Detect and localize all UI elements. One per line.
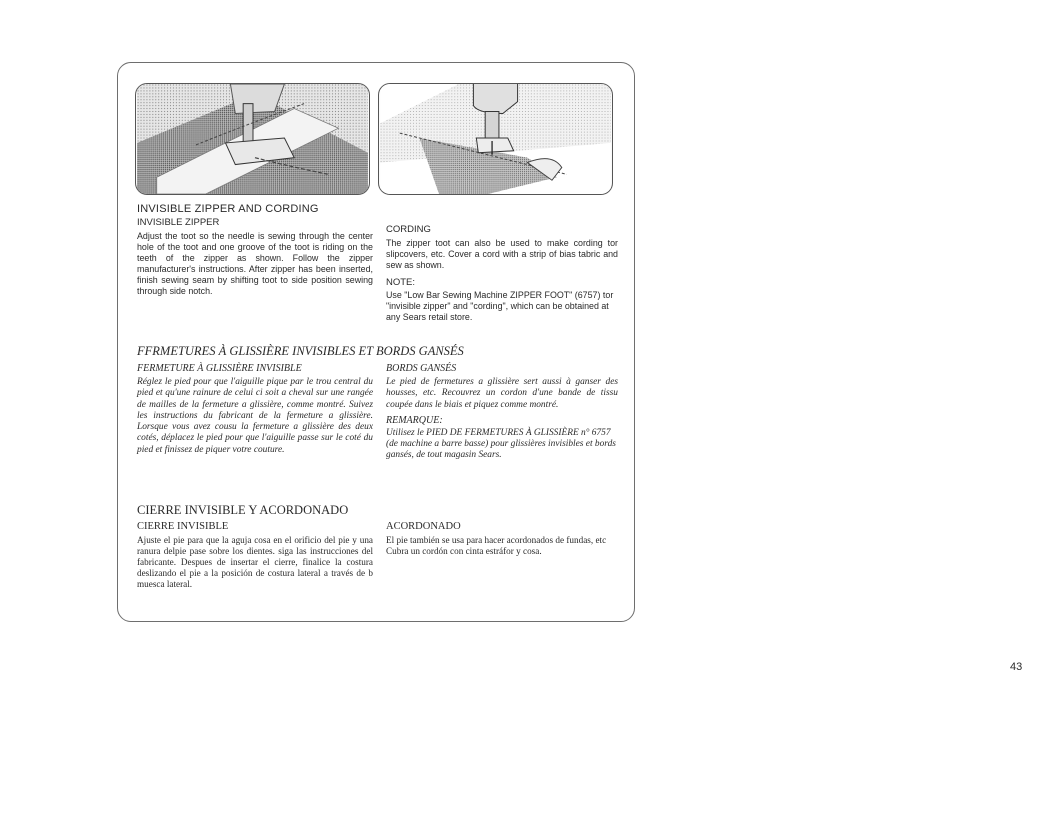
french-cording-title: BORDS GANSÉS xyxy=(386,363,457,374)
french-zipper-section xyxy=(137,363,373,456)
spanish-zipper-section xyxy=(137,519,373,590)
spanish-cording-section xyxy=(386,519,618,557)
french-cording-body: Le pied de fermetures a glissière sert aussi à ganser des housses, etc. Recouvrez un cordon d'une bande de tissu coupée dans le biais et piquez comme montré. xyxy=(386,377,618,410)
french-zipper-body: Réglez le pied pour que l'aiguille pique par le trou central du pied et qu'une rainure de celui ci soit a cheval sur une rangée de mailles de la fermeture a glissière, comme montré. Suivez les instructions du fabricant de la fermeture a glissière. Lorsque vous avez cousu la fermeture a glissière des deux cotés, déplacez le pied pour que l'aiguille passe sur le coté du pied et finissez de piquer votre couture. xyxy=(137,377,373,455)
english-note-body: Use "Low Bar Sewing Machine ZIPPER FOOT" (6757) tor "invisible zipper" and "cording", which can be obtained at any Sears retail store. xyxy=(386,290,614,322)
english-note-label: NOTE: xyxy=(386,277,416,288)
spanish-cording-title: ACORDONADO xyxy=(386,521,461,532)
spanish-heading: CIERRE INVISIBLE Y ACORDONADO xyxy=(137,503,349,517)
french-note-label: REMARQUE: xyxy=(386,414,443,426)
spanish-zipper-body: Ajuste el pie para que la aguja cosa en el orificio del pie y una ranura delpie pase sobre los dientes. siga las instrucciones del fabricante. Despues de insertar el cierre, finalice la costura deslizando el pie a la posición de costura lateral a través de b muesca lateral. xyxy=(137,535,373,589)
page-number: 43 xyxy=(1010,661,1023,673)
english-heading: INVISIBLE ZIPPER AND CORDING xyxy=(137,203,319,215)
english-cording-title: CORDING xyxy=(386,224,431,235)
french-note-body: Utilisez le PIED DE FERMETURES À GLISSIÈRE n° 6757 (de machine a barre basse) pour glissières invisibles et bords gansés, de tout magasin Sears. xyxy=(386,427,616,461)
spanish-cording-body: El pie también se usa para hacer acordonados de fundas, etc Cubra un cordón con cinta estráfor y cosa. xyxy=(386,535,607,556)
invisible-zipper-illustration xyxy=(135,83,370,195)
french-cording-section xyxy=(386,363,618,462)
english-zipper-title: INVISIBLE ZIPPER xyxy=(137,217,220,228)
english-cording-section xyxy=(386,222,618,323)
spanish-zipper-title: CIERRE INVISIBLE xyxy=(137,521,229,532)
english-cording-body: The zipper toot can also be used to make cording tor slipcovers, etc. Cover a cord with a strip of bias tabric and sew as shown. xyxy=(386,238,618,270)
french-heading: FFRMETURES À GLISSIÈRE INVISIBLES ET BORDS GANSÉS xyxy=(137,344,464,358)
english-zipper-body: Adjust the toot so the needle is sewing through the center hole of the toot and one groove of the toot is riding on the teeth of the zipper as shown. Follow the zipper manufacturer's instructions. After zipper has been inserted, finish sewing seam by shifting toot to side position sewing through side notch. xyxy=(137,231,373,296)
english-zipper-section xyxy=(137,203,373,297)
cording-illustration xyxy=(378,83,613,195)
french-zipper-title: FERMETURE À GLISSIÈRE INVISIBLE xyxy=(137,363,302,374)
